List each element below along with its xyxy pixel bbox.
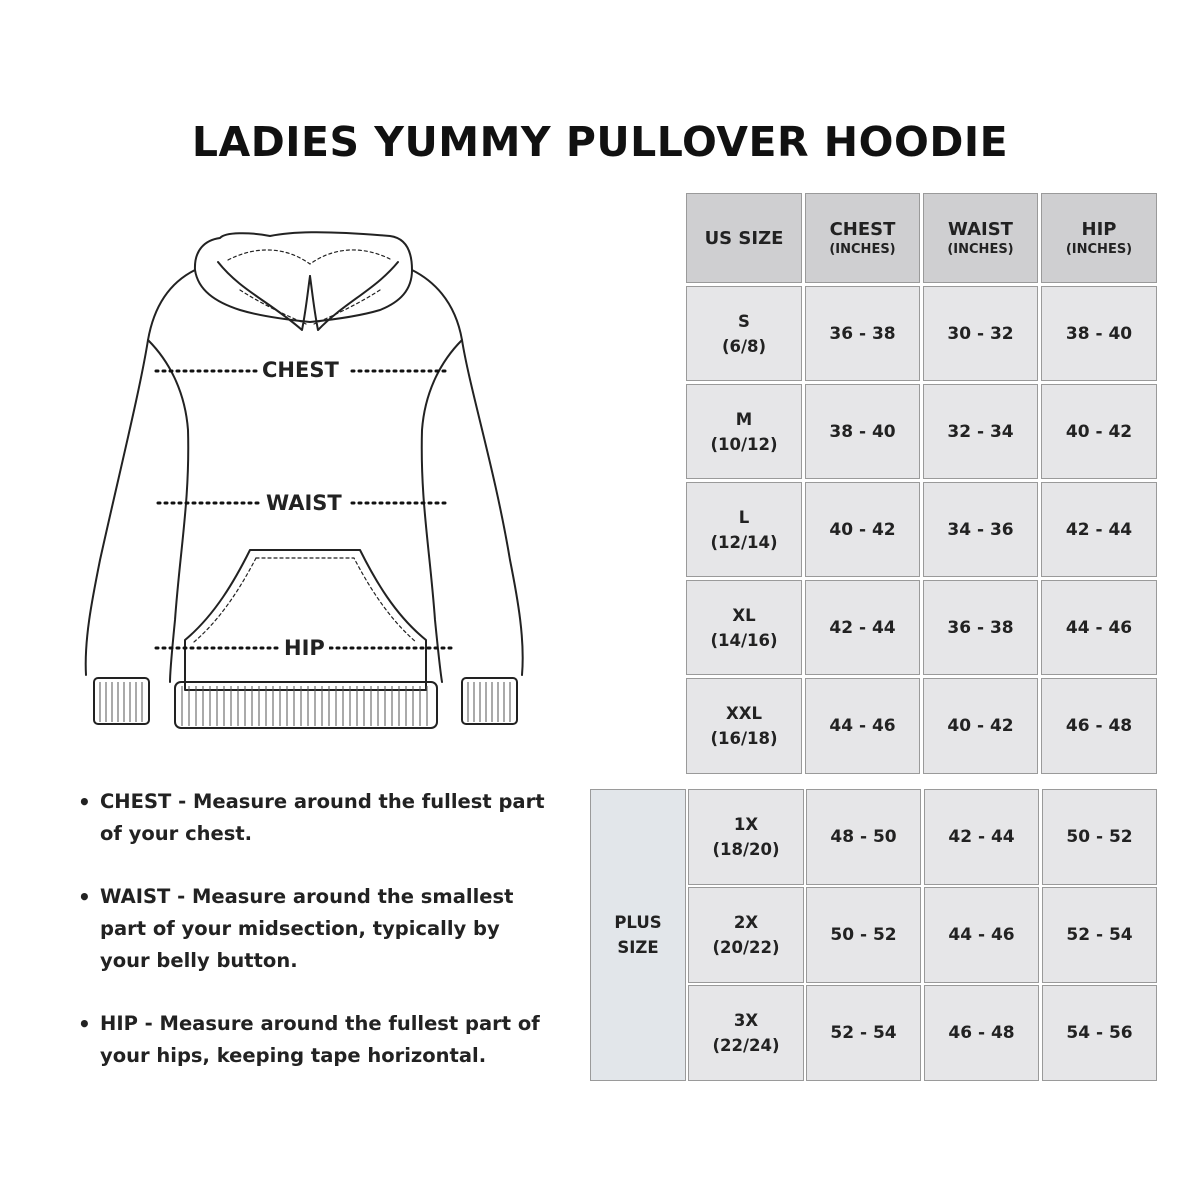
hip-cell-1x: 50 - 52 xyxy=(1042,789,1157,885)
size-cell-3x: 3X (22/24) xyxy=(688,985,804,1081)
waist-label: WAIST xyxy=(262,491,346,515)
size-cell-xxl: XXL (16/18) xyxy=(686,678,802,774)
instruction-chest: • CHEST - Measure around the fullest part of your chest. xyxy=(76,786,546,850)
waist-cell-m: 32 - 34 xyxy=(923,384,1038,479)
size-cell-s: S (6/8) xyxy=(686,286,802,381)
chest-cell-l: 40 - 42 xyxy=(805,482,920,577)
hip-cell-m: 40 - 42 xyxy=(1041,384,1157,479)
chest-cell-3x: 52 - 54 xyxy=(806,985,921,1081)
waist-cell-xxl: 40 - 42 xyxy=(923,678,1038,774)
chest-label: CHEST xyxy=(258,358,343,382)
waist-cell-l: 34 - 36 xyxy=(923,482,1038,577)
size-cell-1x: 1X (18/20) xyxy=(688,789,804,885)
chest-cell-s: 36 - 38 xyxy=(805,286,920,381)
waist-cell-s: 30 - 32 xyxy=(923,286,1038,381)
instruction-hip: • HIP - Measure around the fullest part of your hips, keeping tape horizontal. xyxy=(76,1008,546,1072)
size-cell-xl: XL (14/16) xyxy=(686,580,802,675)
header-hip: HIP (INCHES) xyxy=(1041,193,1157,283)
waist-cell-3x: 46 - 48 xyxy=(924,985,1039,1081)
hip-cell-2x: 52 - 54 xyxy=(1042,887,1157,983)
size-cell-2x: 2X (20/22) xyxy=(688,887,804,983)
plus-size-label: PLUS SIZE xyxy=(590,789,686,1081)
hoodie-illustration xyxy=(70,220,540,740)
chest-cell-m: 38 - 40 xyxy=(805,384,920,479)
chest-cell-1x: 48 - 50 xyxy=(806,789,921,885)
measuring-instructions xyxy=(76,786,546,1103)
header-chest: CHEST (INCHES) xyxy=(805,193,920,283)
hip-cell-l: 42 - 44 xyxy=(1041,482,1157,577)
header-waist: WAIST (INCHES) xyxy=(923,193,1038,283)
hip-cell-xl: 44 - 46 xyxy=(1041,580,1157,675)
chest-cell-xl: 42 - 44 xyxy=(805,580,920,675)
waist-cell-2x: 44 - 46 xyxy=(924,887,1039,983)
hip-cell-3x: 54 - 56 xyxy=(1042,985,1157,1081)
chest-cell-2x: 50 - 52 xyxy=(806,887,921,983)
chest-cell-xxl: 44 - 46 xyxy=(805,678,920,774)
size-cell-m: M (10/12) xyxy=(686,384,802,479)
waist-cell-1x: 42 - 44 xyxy=(924,789,1039,885)
header-us-size: US SIZE xyxy=(686,193,802,283)
hoodie-drawing xyxy=(70,220,540,740)
waist-cell-xl: 36 - 38 xyxy=(923,580,1038,675)
size-cell-l: L (12/14) xyxy=(686,482,802,577)
instruction-waist: • WAIST - Measure around the smallest part of your midsection, typically by your belly button. xyxy=(76,881,546,977)
hip-cell-s: 38 - 40 xyxy=(1041,286,1157,381)
hip-label: HIP xyxy=(280,636,329,660)
page-title: LADIES YUMMY PULLOVER HOODIE xyxy=(191,118,1009,166)
hip-cell-xxl: 46 - 48 xyxy=(1041,678,1157,774)
